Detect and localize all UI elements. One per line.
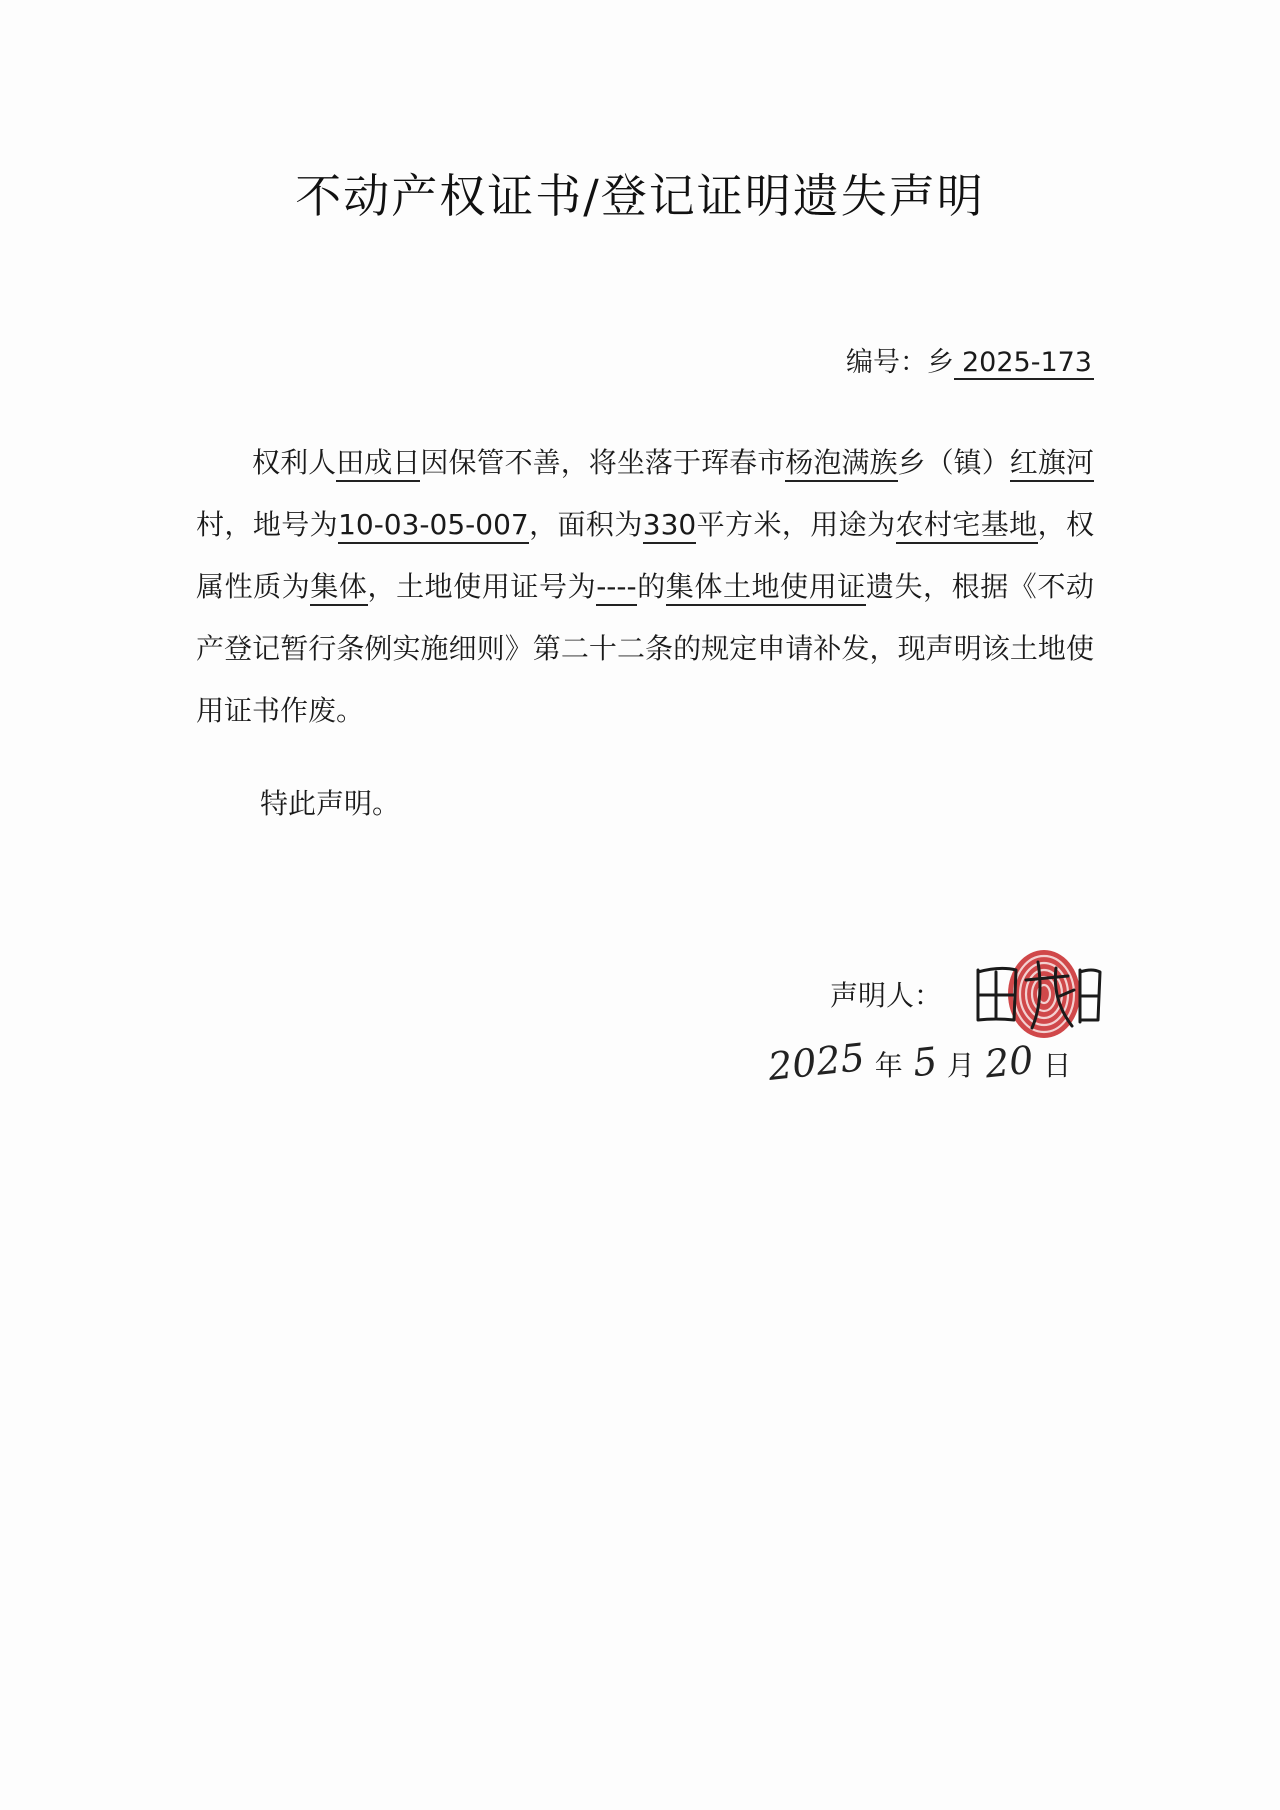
document-number-value: 2025-173 xyxy=(954,348,1094,380)
document-number xyxy=(846,340,1094,380)
village-name: 红旗河 xyxy=(1010,446,1094,482)
parcel-number: 10-03-05-007 xyxy=(338,508,529,544)
month-unit: 月 xyxy=(946,1049,975,1082)
text-segment: 村，地号为 xyxy=(196,508,339,541)
text-segment: 乡（镇） xyxy=(897,446,1010,479)
text-segment: 权利人 xyxy=(252,446,337,479)
statement-body xyxy=(196,432,1094,742)
holder-name: 田成日 xyxy=(336,446,420,482)
closing-line: 特此声明。 xyxy=(260,787,401,820)
day-unit: 日 xyxy=(1043,1049,1072,1082)
declaration-date xyxy=(765,1035,1081,1089)
text-segment: 遗失，根据《不动产登记暂行条例实施细则》第二十二条的规定申请补发，现声明该土地使用证书作废。 xyxy=(196,570,1094,727)
land-usage: 农村宅基地 xyxy=(896,508,1038,544)
date-month: 5 xyxy=(910,1038,940,1086)
statement-paragraph xyxy=(196,432,1094,742)
date-year: 2025 xyxy=(765,1035,867,1089)
text-segment: 因保管不善，将坐落于珲春市 xyxy=(420,446,786,479)
document-number-label: 编号：乡 xyxy=(846,347,954,378)
declarant-label: 声明人： xyxy=(830,979,943,1012)
text-segment: 平方米，用途为 xyxy=(696,508,896,541)
year-unit: 年 xyxy=(874,1049,903,1082)
certificate-type: 集体土地使用证 xyxy=(666,570,866,606)
text-segment: ，土地使用证号为 xyxy=(367,570,597,603)
text-segment: ，面积为 xyxy=(528,508,643,541)
signature-with-fingerprint xyxy=(960,940,1110,1050)
ownership-type: 集体 xyxy=(310,570,367,606)
document-title: 不动产权证书/登记证明遗失声明 xyxy=(295,169,985,223)
certificate-number: ---- xyxy=(596,570,636,606)
area-value: 330 xyxy=(643,508,696,544)
fingerprint-seal xyxy=(1008,950,1080,1038)
date-day: 20 xyxy=(982,1037,1036,1087)
text-segment: ，权属性质为 xyxy=(196,508,1094,603)
township-name: 杨泡满族 xyxy=(785,446,897,482)
text-segment: 的 xyxy=(636,570,666,603)
